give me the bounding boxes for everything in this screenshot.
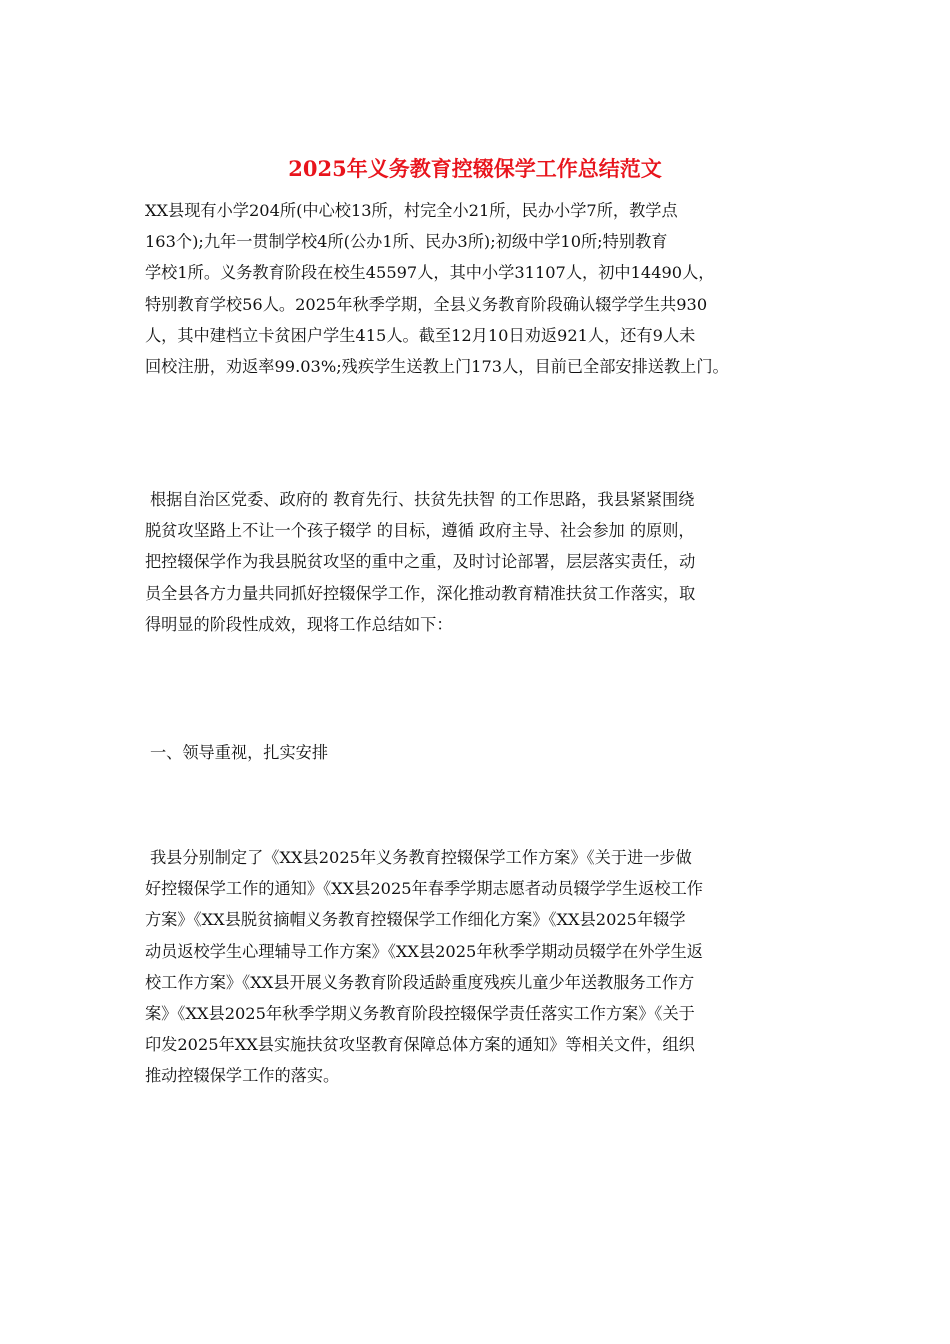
document-title: 2025年义务教育控辍保学工作总结范文 <box>288 156 662 181</box>
paragraph-county-overview <box>145 195 810 382</box>
text-line: 员全县各方力量共同抓好控辍保学工作，深化推动教育精准扶贫工作落实，取 <box>145 583 696 603</box>
text-line: 得明显的阶段性成效，现将工作总结如下： <box>145 614 453 634</box>
text-line: 回校注册，劝返率99.03%;残疾学生送教上门173人，目前已全部安排送教上门。 <box>145 356 729 376</box>
text-line: 我县分别制定了《XX县2025年义务教育控辍保学工作方案》《关于进一步做 <box>150 848 692 867</box>
paragraph-policy-documents <box>145 842 810 1092</box>
section-heading: 一、领导重视，扎实安排 <box>150 743 329 762</box>
text-line: XX县现有小学204所(中心校13所，村完全小21所，民办小学7所，教学点 <box>145 201 678 220</box>
text-line: 推动控辍保学工作的落实。 <box>145 1066 340 1086</box>
text-line: 特别教育学校56人。2025年秋季学期，全县义务教育阶段确认辍学学生共930 <box>145 294 708 314</box>
text-line: 脱贫攻坚路上不让一个孩子辍学 的目标，遵循 政府主导、社会参加 的原则， <box>145 521 695 541</box>
paragraph-work-approach <box>145 484 815 640</box>
text-line: 方案》《XX县脱贫摘帽义务教育控辍保学工作细化方案》《XX县2025年辍学 <box>145 910 686 930</box>
text-line: 案》《XX县2025年秋季学期义务教育阶段控辍保学责任落实工作方案》《关于 <box>145 1003 695 1023</box>
text-line: 人，其中建档立卡贫困户学生415人。截至12月10日劝返921人，还有9人未 <box>145 325 696 345</box>
text-line: 把控辍保学作为我县脱贫攻坚的重中之重，及时讨论部署，层层落实责任，动 <box>145 552 696 572</box>
text-line: 好控辍保学工作的通知》《XX县2025年春季学期志愿者动员辍学学生返校工作 <box>145 879 703 899</box>
text-line: 学校1所。义务教育阶段在校生45597人，其中小学31107人，初中14490人， <box>145 263 715 283</box>
text-line: 印发2025年XX县实施扶贫攻坚教育保障总体方案的通知》等相关文件，组织 <box>145 1035 695 1055</box>
text-line: 根据自治区党委、政府的 教育先行、扶贫先扶智 的工作思路，我县紧紧围绕 <box>150 490 695 509</box>
text-line: 163个);九年一贯制学校4所(公办1所、民办3所);初级中学10所;特别教育 <box>145 232 668 252</box>
text-line: 校工作方案》《XX县开展义务教育阶段适龄重度残疾儿童少年送教服务工作方 <box>145 972 695 992</box>
text-line: 动员返校学生心理辅导工作方案》《XX县2025年秋季学期动员辍学在外学生返 <box>145 941 703 961</box>
